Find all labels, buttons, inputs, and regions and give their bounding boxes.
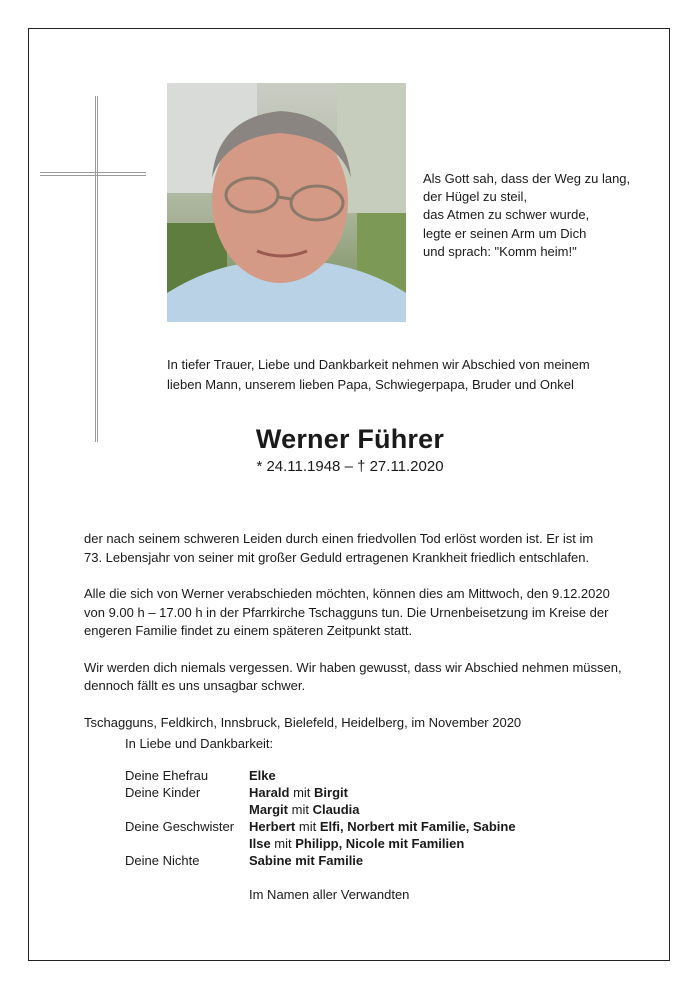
connector: mit (288, 802, 313, 817)
closing-line: Im Namen aller Verwandten (249, 887, 410, 902)
cross-bar (40, 172, 146, 176)
family-member: Sabine mit Familie (249, 853, 364, 868)
cross-icon (95, 96, 98, 442)
life-dates: * 24.11.1948 – † 27.11.2020 (256, 458, 444, 475)
intro-line: lieben Mann, unserem lieben Papa, Schwiegerpapa, Bruder und Onkel (167, 377, 574, 392)
family-role: Deine Kinder (125, 785, 201, 800)
portrait-photo (167, 83, 406, 322)
body-line: von 9.00 h – 17.00 h in der Pfarrkirche Tschagguns tun. Die Urnenbeisetzung im Kreise der (84, 604, 609, 620)
poem-line: legte er seinen Arm um Dich (423, 225, 587, 241)
body-line: 73. Lebensjahr von seiner mit großer Geduld ertragenen Krankheit friedlich entschlafen. (84, 549, 590, 565)
family-member: Birgit (314, 785, 348, 800)
connector: mit (289, 785, 315, 800)
intro-line: In tiefer Trauer, Liebe und Dankbarkeit nehmen wir Abschied von meinem (167, 357, 590, 372)
connector: mit (295, 819, 320, 834)
family-member: Philipp, Nicole mit Familien (295, 836, 465, 851)
poem-line: das Atmen zu schwer wurde, (423, 207, 590, 223)
body-line: engeren Familie findet zu einem späteren Zeitpunkt statt. (84, 623, 413, 638)
poem (423, 170, 630, 261)
family-title: In Liebe und Dankbarkeit: (125, 736, 274, 751)
poem-line: Als Gott sah, dass der Weg zu lang, (423, 171, 631, 186)
family-member: Ilse (249, 836, 271, 851)
body-line: Wir werden dich niemals vergessen. Wir haben gewusst, dass wir Abschied nehmen müssen, (84, 659, 622, 675)
family-member: Harald (249, 785, 290, 800)
poem-line: und sprach: "Komm heim!" (423, 243, 577, 259)
body-line: dennoch fällt es uns unsagbar schwer. (84, 678, 306, 693)
family-member: Elfi, Norbert mit Familie, Sabine (319, 819, 516, 834)
family-member: Herbert (249, 819, 296, 834)
body-line: der nach seinem schweren Leiden durch einen friedvollen Tod erlöst worden ist. Er ist im (84, 531, 594, 546)
body-text (84, 512, 644, 750)
family-role: Deine Ehefrau (125, 768, 209, 783)
family-member: Margit (249, 802, 288, 817)
poem-line: der Hügel zu steil, (423, 189, 528, 205)
deceased-name: Werner Führer (255, 424, 445, 454)
family-member: Claudia (312, 802, 360, 817)
family-member: Elke (249, 768, 276, 783)
body-line: Alle die sich von Werner verabschieden möchten, können dies am Mittwoch, den 9.12.2020 (84, 586, 610, 601)
family-role: Deine Geschwister (125, 819, 235, 834)
connector: mit (270, 836, 296, 851)
intro-text (167, 355, 590, 395)
body-line: Tschagguns, Feldkirch, Innsbruck, Bielefeld, Heidelberg, im November 2020 (84, 714, 522, 730)
family-role: Deine Nichte (125, 853, 200, 868)
